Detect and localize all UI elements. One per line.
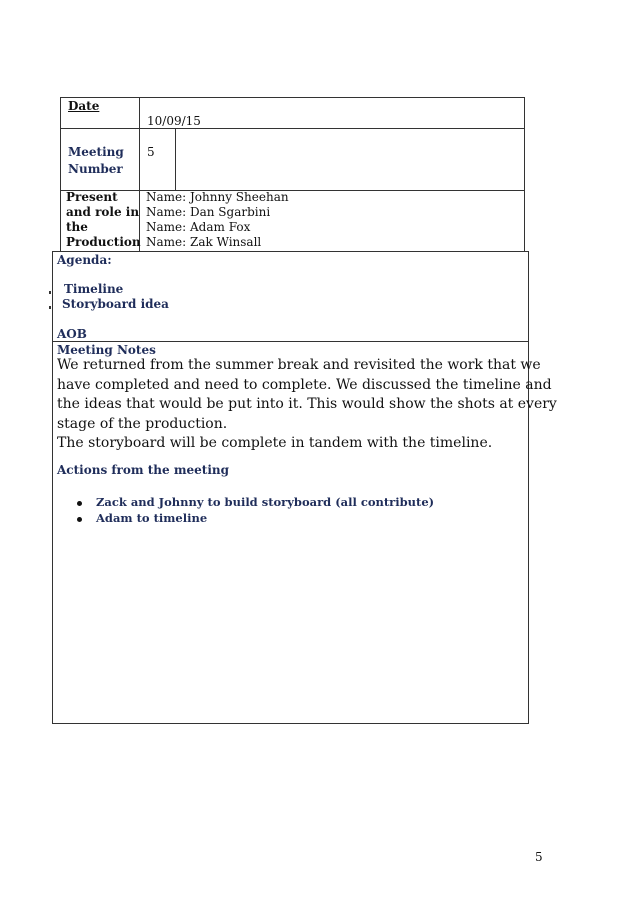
present-label-line: Present — [66, 190, 118, 204]
agenda-item-timeline: Timeline — [64, 282, 124, 296]
names-list — [146, 190, 289, 250]
present-label — [66, 190, 141, 250]
name-entry: Name: Dan Sgarbini — [146, 205, 271, 219]
notes-line: The storyboard will be complete in tandem with the timeline. — [57, 435, 493, 451]
notes-line: the ideas that would be put into it. This would show the shots at every — [57, 396, 557, 412]
page-number: 5 — [535, 850, 543, 864]
present-label-line: and role in — [66, 205, 140, 219]
notes-paragraph — [57, 356, 557, 454]
agenda-notes-box — [52, 251, 557, 724]
bullet-icon — [77, 501, 82, 506]
table-meeting-divider — [175, 128, 176, 190]
action-text: Zack and Johnny to build storyboard (all contribute) — [96, 495, 435, 509]
agenda-aob: AOB — [57, 327, 87, 341]
table-left-border — [60, 97, 61, 252]
agenda-bullet-mark — [49, 306, 51, 309]
name-entry: Name: Zak Winsall — [146, 235, 262, 249]
date-value: 10/09/15 — [147, 114, 201, 128]
actions-label: Actions from the meeting — [57, 463, 230, 477]
agenda-notes-divider — [52, 341, 529, 342]
agenda-label: Agenda: — [57, 253, 112, 267]
name-entry: Name: Adam Fox — [146, 220, 251, 234]
action-item — [77, 495, 434, 509]
meeting-label-line2: Number — [68, 162, 123, 176]
meeting-label-line1: Meeting — [68, 145, 124, 159]
present-label-line: Production — [66, 235, 141, 249]
action-text: Adam to timeline — [96, 511, 208, 525]
notes-line: stage of the production. — [57, 415, 228, 432]
notes-line: We returned from the summer break and revisited the work that we — [57, 357, 541, 373]
agenda-bullet-mark — [49, 291, 51, 294]
agenda-item-storyboard: Storyboard idea — [62, 297, 169, 311]
action-item — [77, 511, 207, 525]
name-entry: Name: Johnny Sheehan — [146, 190, 289, 204]
meeting-number-value: 5 — [147, 145, 155, 159]
table-row1-bottom — [60, 128, 525, 129]
table-right-border — [524, 97, 525, 252]
present-label-line: the — [66, 220, 88, 234]
notes-label: Meeting Notes — [57, 343, 156, 357]
date-label: Date — [68, 99, 100, 113]
notes-line: have completed and need to complete. We discussed the timeline and — [57, 376, 552, 393]
table-top-border — [60, 97, 525, 98]
bullet-icon — [77, 517, 82, 522]
